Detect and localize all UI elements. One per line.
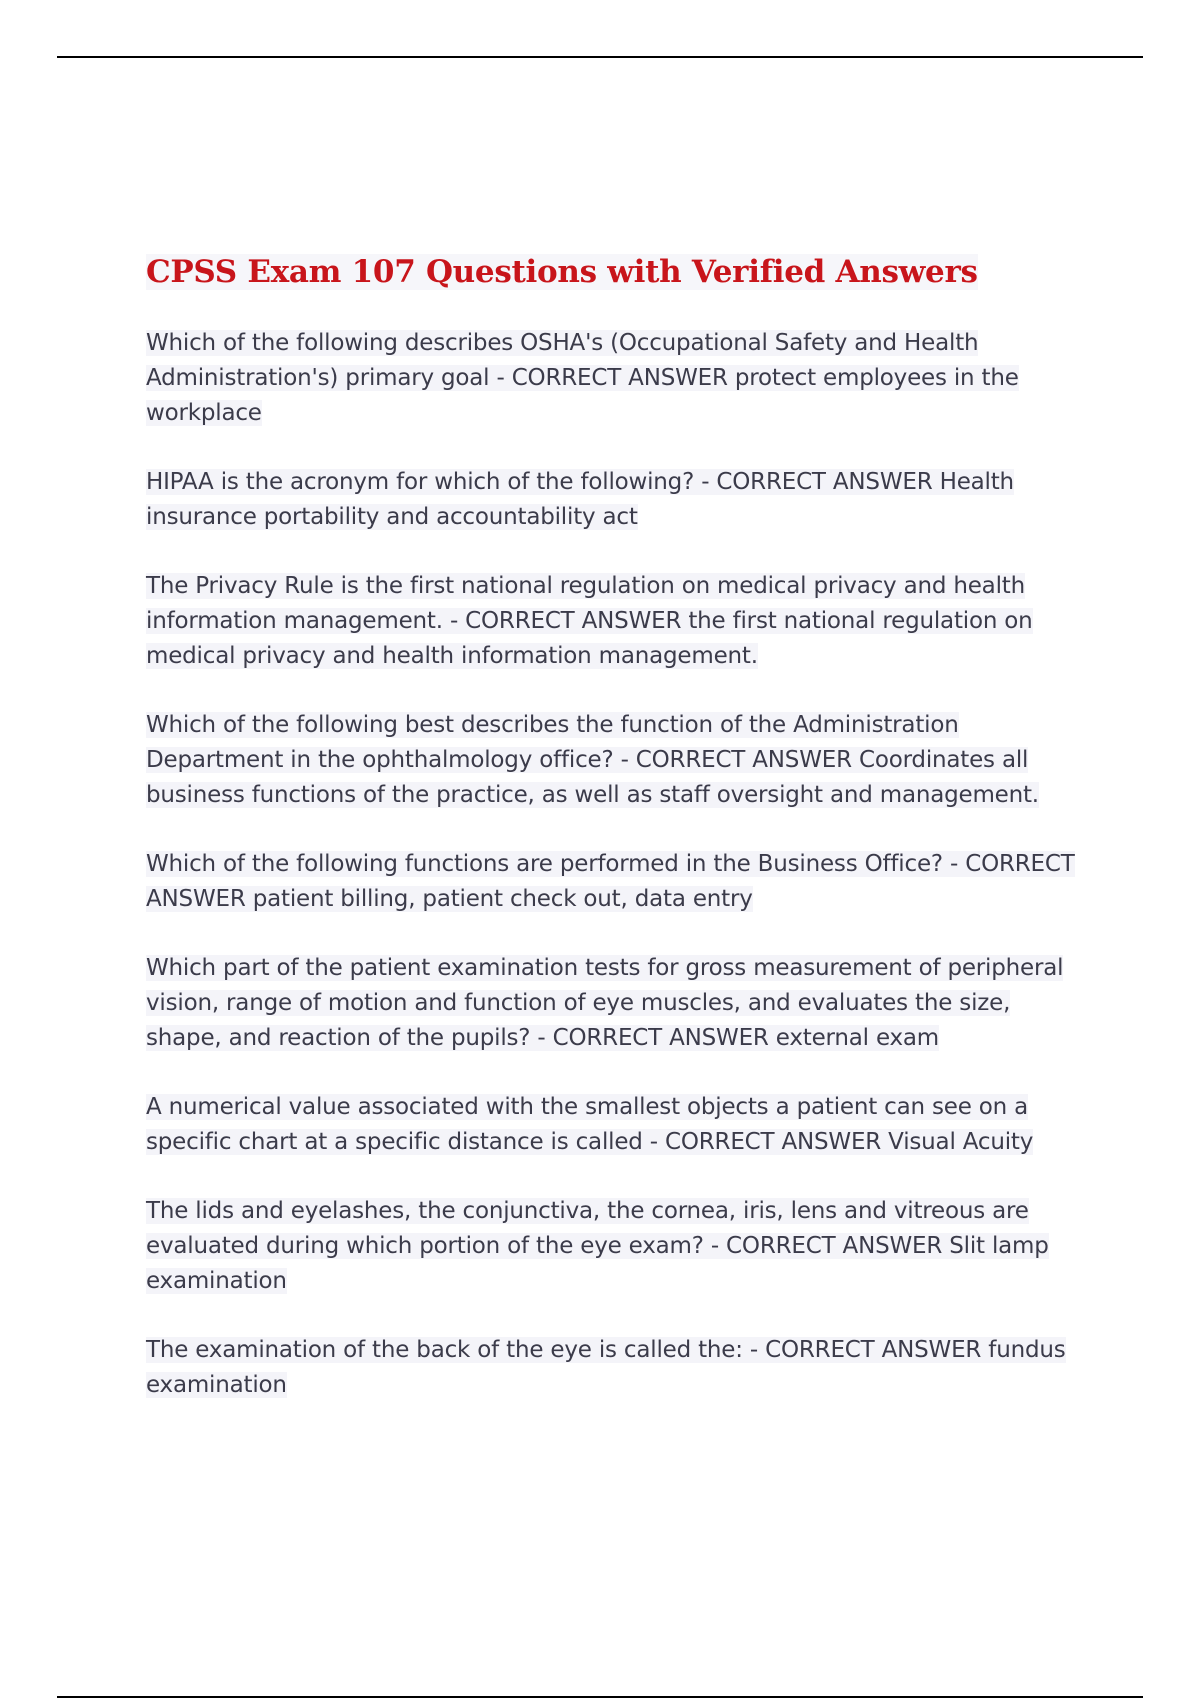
qa-text: Which of the following best describes the function of the Administration Department in the ophthalmology office? - CORRECT ANSWER Coordinates all business functions of the practice, as well as staff oversight and management. [146,712,1039,808]
question-answer-list [146,326,1091,1437]
header-rule [57,56,1143,58]
qa-item [146,951,1091,1056]
qa-text: Which of the following describes OSHA's (Occupational Safety and Health Administration's) primary goal - CORRECT ANSWER protect employees in the workplace [146,330,1019,426]
qa-text: HIPAA is the acronym for which of the following? - CORRECT ANSWER Health insurance portability and accountability act [146,469,1014,530]
document-title: CPSS Exam 107 Questions with Verified Answers [146,254,978,290]
qa-text: The examination of the back of the eye is called the: - CORRECT ANSWER fundus examination [146,1337,1066,1398]
qa-item [146,1333,1091,1403]
qa-text: The lids and eyelashes, the conjunctiva, the cornea, iris, lens and vitreous are evaluated during which portion of the eye exam? - CORRECT ANSWER Slit lamp examination [146,1198,1049,1294]
qa-item [146,465,1091,535]
qa-item [146,326,1091,431]
qa-item [146,1194,1091,1299]
qa-item [146,708,1091,813]
qa-text: Which of the following functions are performed in the Business Office? - CORRECT ANSWER patient billing, patient check out, data entry [146,851,1075,912]
qa-text: A numerical value associated with the smallest objects a patient can see on a specific chart at a specific distance is called - CORRECT ANSWER Visual Acuity [146,1094,1034,1155]
qa-text: Which part of the patient examination tests for gross measurement of peripheral vision, range of motion and function of eye muscles, and evaluates the size, shape, and reaction of the pupils? - CORRECT ANSWER external exam [146,955,1064,1051]
footer-rule [57,1696,1143,1698]
document-title-block [146,250,1086,294]
qa-item [146,1090,1091,1160]
qa-item [146,847,1091,917]
qa-item [146,569,1091,674]
qa-text: The Privacy Rule is the first national regulation on medical privacy and health information management. - CORRECT ANSWER the first national regulation on medical privacy and health information management. [146,573,1033,669]
